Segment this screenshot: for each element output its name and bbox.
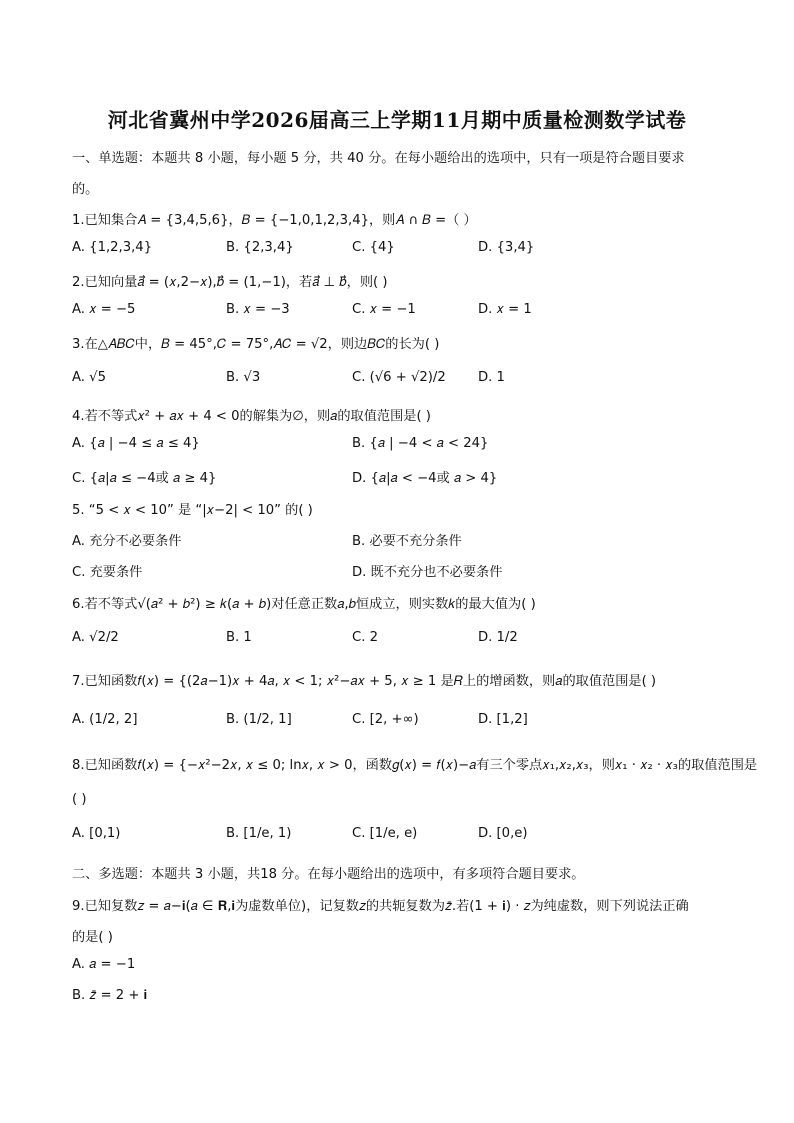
q8-option-b: B. [1/e, 1) xyxy=(226,826,292,841)
q6-option-c: C. 2 xyxy=(352,630,378,645)
q5-option-c: C. 充要条件 xyxy=(72,565,143,580)
q1-option-c: C. {4} xyxy=(352,240,395,255)
q4-option-d: D. {𝑎|𝑎 < −4或 𝑎 > 4} xyxy=(352,471,498,486)
q3-option-a: A. √5 xyxy=(72,370,106,385)
q8-stem-cont: ( ) xyxy=(72,792,87,807)
q2-stem: 2.已知向量𝑎⃗ = (𝑥,2−𝑥),𝑏⃗ = (1,−1)，若𝑎⃗ ⊥ 𝑏⃗，则( ) xyxy=(72,275,388,290)
q5-option-d: D. 既不充分也不必要条件 xyxy=(352,565,503,580)
q6-option-b: B. 1 xyxy=(226,630,252,645)
q3-option-b: B. √3 xyxy=(226,370,261,385)
q2-option-c: C. 𝑥 = −1 xyxy=(352,302,416,317)
section2-heading: 二、多选题：本题共 3 小题，共18 分。在每小题给出的选项中，有多项符合题目要求。 xyxy=(72,867,585,882)
q7-option-c: C. [2, +∞) xyxy=(352,712,419,727)
q9-stem: 9.已知复数𝑧 = 𝑎−𝐢(𝑎 ∈ 𝐑,𝐢为虚数单位)，记复数𝑧的共轭复数为𝑧̄.若(1 + 𝐢) · 𝑧为纯虚数，则下列说法正确 xyxy=(72,899,689,914)
q1-option-d: D. {3,4} xyxy=(478,240,535,255)
q4-option-b: B. {𝑎 | −4 < 𝑎 < 24} xyxy=(352,436,489,451)
q4-option-a: A. {𝑎 | −4 ≤ 𝑎 ≤ 4} xyxy=(72,436,200,451)
q5-option-b: B. 必要不充分条件 xyxy=(352,534,462,549)
q5-option-a: A. 充分不必要条件 xyxy=(72,534,182,549)
q5-stem: 5. “5 < 𝑥 < 10” 是 “|𝑥−2| < 10” 的( ) xyxy=(72,503,313,518)
q7-option-b: B. (1/2, 1] xyxy=(226,712,292,727)
q7-option-a: A. (1/2, 2] xyxy=(72,712,138,727)
q9-option-a: A. 𝑎 = −1 xyxy=(72,957,136,972)
q2-option-b: B. 𝑥 = −3 xyxy=(226,302,290,317)
q4-option-c: C. {𝑎|𝑎 ≤ −4或 𝑎 ≥ 4} xyxy=(72,471,217,486)
q2-option-d: D. 𝑥 = 1 xyxy=(478,302,532,317)
q4-stem: 4.若不等式𝑥² + 𝑎𝑥 + 4 < 0的解集为∅，则𝑎的取值范围是( ) xyxy=(72,409,431,424)
q3-option-d: D. 1 xyxy=(478,370,505,385)
q8-option-a: A. [0,1) xyxy=(72,826,121,841)
q6-option-a: A. √2/2 xyxy=(72,630,119,645)
q7-stem: 7.已知函数𝑓(𝑥) = {(2𝑎−1)𝑥 + 4𝑎, 𝑥 < 1; 𝑥²−𝑎𝑥 + 5, 𝑥 ≥ 1 是𝑅上的增函数，则𝑎的取值范围是( ) xyxy=(72,674,657,689)
q7-option-d: D. [1,2] xyxy=(478,712,528,727)
q1-stem: 1.已知集合𝐴 = {3,4,5,6}，𝐵 = {−1,0,1,2,3,4}，则𝐴 ∩ 𝐵 =（ ） xyxy=(72,213,477,228)
q9-option-b: B. 𝑧̄ = 2 + 𝐢 xyxy=(72,988,148,1003)
q6-option-d: D. 1/2 xyxy=(478,630,518,645)
exam-title: 河北省冀州中学2026届高三上学期11月期中质量检测数学试卷 xyxy=(107,108,687,132)
q3-option-c: C. (√6 + √2)/2 xyxy=(352,370,446,385)
q3-stem: 3.在△𝐴𝐵𝐶中，𝐵 = 45°,𝐶 = 75°,𝐴𝐶 = √2，则边𝐵𝐶的长为( ) xyxy=(72,337,440,352)
q1-option-a: A. {1,2,3,4} xyxy=(72,240,153,255)
q9-stem-cont: 的是( ) xyxy=(72,930,113,945)
q2-option-a: A. 𝑥 = −5 xyxy=(72,302,136,317)
q8-stem: 8.已知函数𝑓(𝑥) = {−𝑥²−2𝑥, 𝑥 ≤ 0; ln𝑥, 𝑥 > 0，函数𝑔(𝑥) = 𝑓(𝑥)−𝑎有三个零点𝑥₁,𝑥₂,𝑥₃，则𝑥₁ · 𝑥₂ · 𝑥₃的取值范围是 xyxy=(72,758,758,773)
q6-stem: 6.若不等式√(𝑎² + 𝑏²) ≥ 𝑘(𝑎 + 𝑏)对任意正数𝑎,𝑏恒成立，则实数𝑘的最大值为( ) xyxy=(72,597,536,612)
q8-option-c: C. [1/e, e) xyxy=(352,826,418,841)
section1-heading-line1: 一、单选题：本题共 8 小题，每小题 5 分，共 40 分。在每小题给出的选项中，只有一项是符合题目要求 xyxy=(72,151,685,166)
q1-option-b: B. {2,3,4} xyxy=(226,240,294,255)
section1-heading-line2: 的。 xyxy=(72,182,99,197)
q8-option-d: D. [0,e) xyxy=(478,826,528,841)
